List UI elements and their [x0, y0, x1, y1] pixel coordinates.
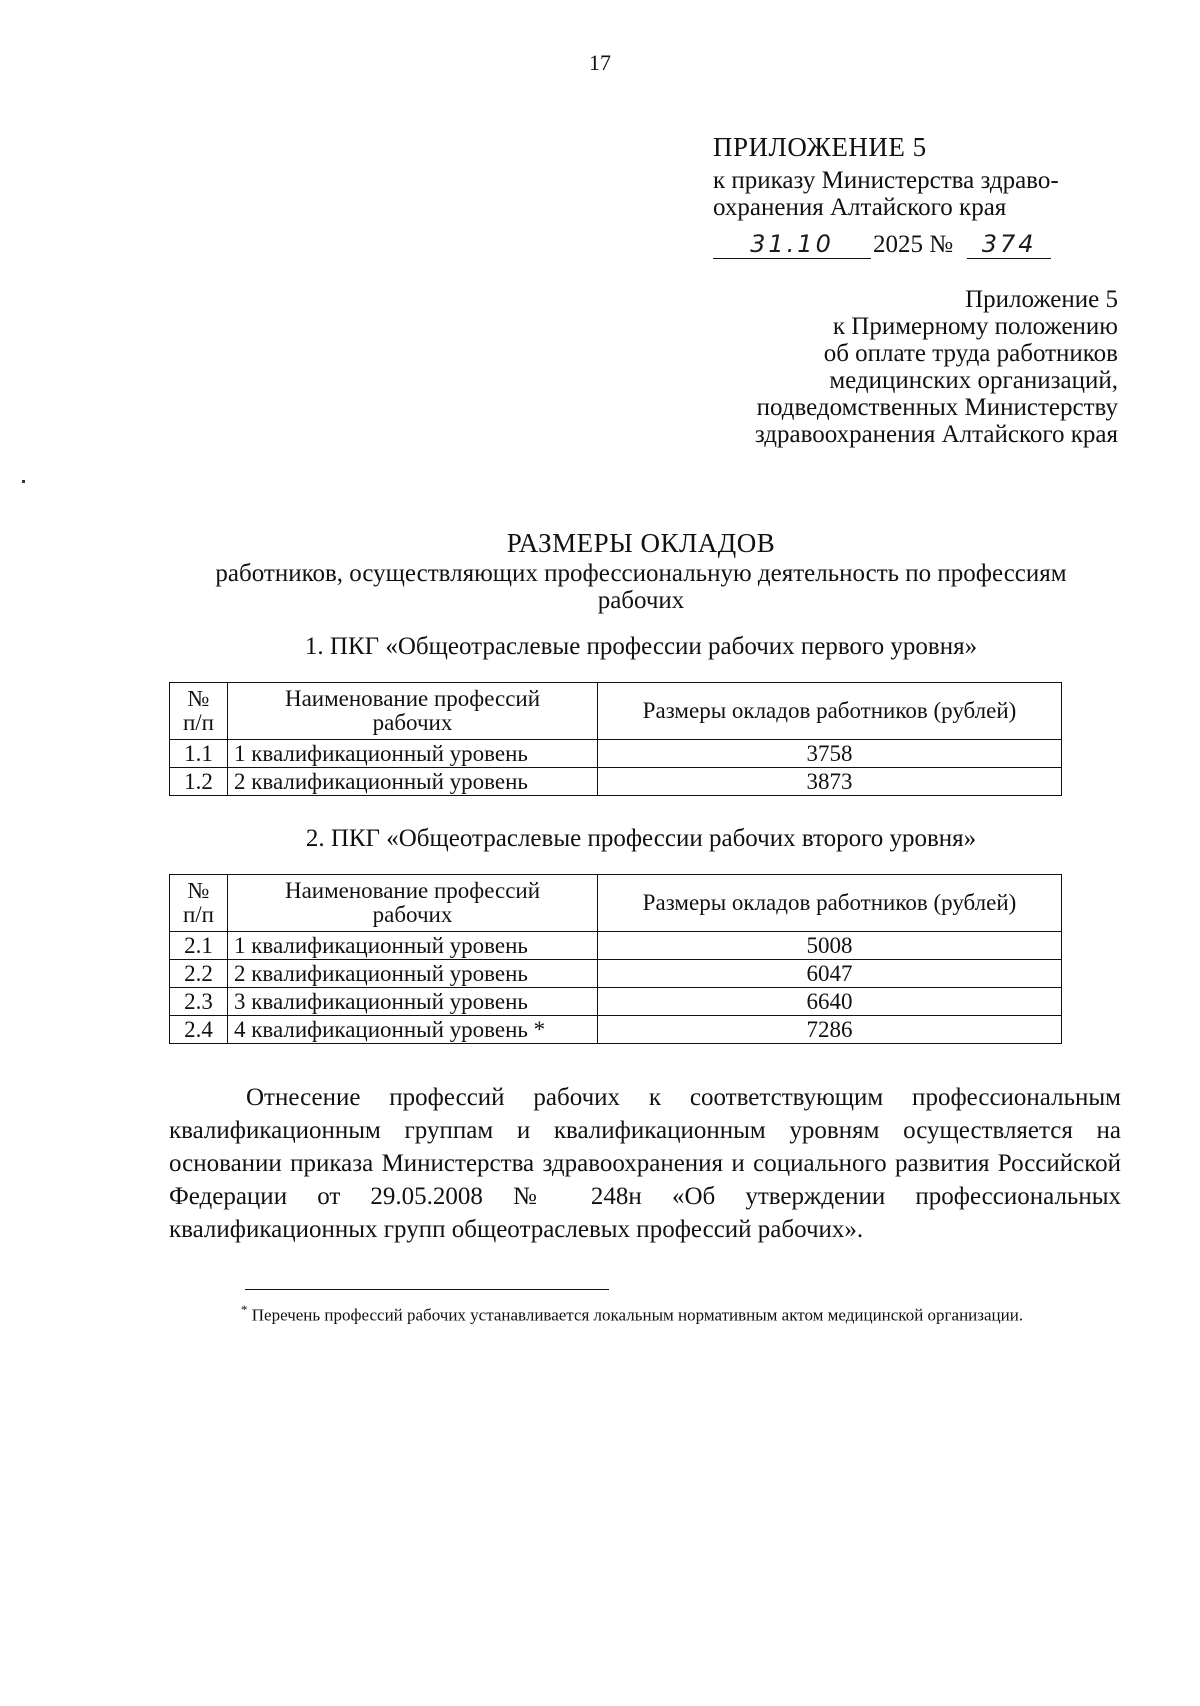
table-row [170, 932, 1062, 960]
appendix-order-block [713, 134, 1153, 259]
table-header-row [170, 683, 1062, 740]
order-date-line [713, 225, 1153, 259]
appendix-order-line: охранения Алтайского края [713, 194, 1007, 221]
page-number: 17 [589, 50, 611, 75]
appendix-regulation-line: медицинских организаций, [829, 367, 1118, 394]
document-title: РАЗМЕРЫ ОКЛАДОВ [506, 528, 776, 558]
header-num [170, 875, 228, 932]
header-salary: Размеры окладов работников (рублей) [598, 683, 1062, 740]
row-num: 2.1 [170, 932, 228, 960]
footnote-text: Перечень профессий рабочих устанавливается локальным нормативным актом медицинской организации. [251, 1305, 1024, 1325]
header-num [170, 683, 228, 740]
table-row [170, 960, 1062, 988]
document-subtitle: работников, осуществляющих профессиональную деятельность по профессиям рабочих [215, 560, 1067, 614]
row-num: 2.3 [170, 988, 228, 1016]
header-num-line: № [187, 878, 210, 903]
appendix-order-line: к приказу Министерства здраво- [713, 167, 1059, 194]
row-name: 1 квалификационный уровень [228, 740, 598, 768]
scan-speck [22, 480, 25, 483]
row-salary: 7286 [598, 1016, 1062, 1044]
appendix-regulation-line: к Примерному положению [832, 313, 1118, 340]
row-salary: 3873 [598, 768, 1062, 796]
appendix-regulation-block [638, 286, 1118, 448]
row-name: 2 квалификационный уровень [228, 960, 598, 988]
row-salary: 6640 [598, 988, 1062, 1016]
header-name-line: Наименование профессий [284, 686, 541, 711]
salary-table-2 [169, 874, 1062, 1044]
row-num: 1.1 [170, 740, 228, 768]
salary-table-1 [169, 682, 1062, 796]
row-name: 1 квалификационный уровень [228, 932, 598, 960]
appendix-regulation-line: здравоохранения Алтайского края [754, 421, 1118, 448]
footnote-separator [245, 1289, 609, 1290]
appendix-regulation-line: об оплате труда работников [823, 340, 1118, 367]
header-name-line: рабочих [372, 710, 453, 735]
header-salary: Размеры окладов работников (рублей) [598, 875, 1062, 932]
table-row [170, 1016, 1062, 1044]
footnote [169, 1297, 1121, 1329]
header-name-line: Наименование профессий [284, 878, 541, 903]
header-name [228, 683, 598, 740]
header-num-line: № [187, 686, 210, 711]
table-row [170, 740, 1062, 768]
header-num-line: п/п [182, 710, 214, 735]
row-salary: 6047 [598, 960, 1062, 988]
appendix-regulation-line: Приложение 5 [965, 286, 1118, 313]
table-header-row [170, 875, 1062, 932]
table-row [170, 768, 1062, 796]
footnote-marker: * [241, 1302, 248, 1317]
order-number-handwritten: 374 [967, 230, 1051, 259]
row-num: 1.2 [170, 768, 228, 796]
row-num: 2.2 [170, 960, 228, 988]
table-row [170, 988, 1062, 1016]
row-name: 4 квалификационный уровень * [228, 1016, 598, 1044]
appendix-regulation-line: подведомственных Министерству [756, 394, 1118, 421]
row-salary: 5008 [598, 932, 1062, 960]
order-year: 2025 № [873, 231, 954, 258]
header-num-line: п/п [182, 902, 214, 927]
row-name: 2 квалификационный уровень [228, 768, 598, 796]
header-name-line: рабочих [372, 902, 453, 927]
row-salary: 3758 [598, 740, 1062, 768]
row-name: 3 квалификационный уровень [228, 988, 598, 1016]
section-heading-2: 2. ПКГ «Общеотраслевые профессии рабочих второго уровня» [305, 825, 977, 852]
order-date-handwritten: 31.10 [713, 230, 871, 259]
row-num: 2.4 [170, 1016, 228, 1044]
header-name [228, 875, 598, 932]
section-heading-1: 1. ПКГ «Общеотраслевые профессии рабочих первого уровня» [304, 633, 978, 660]
body-paragraph: Отнесение профессий рабочих к соответствующим профессиональным квалификационным группам и квалификационным уровням осуществляется на основании приказа Министерства здравоохранения и социального развития Российской Федерации от 29.05.2008 № 248н «Об утверждении профессиональных квалификационных групп общеотраслевых профессий рабочих». [169, 1084, 1121, 1243]
appendix-order-title: ПРИЛОЖЕНИЕ 5 [713, 132, 927, 162]
